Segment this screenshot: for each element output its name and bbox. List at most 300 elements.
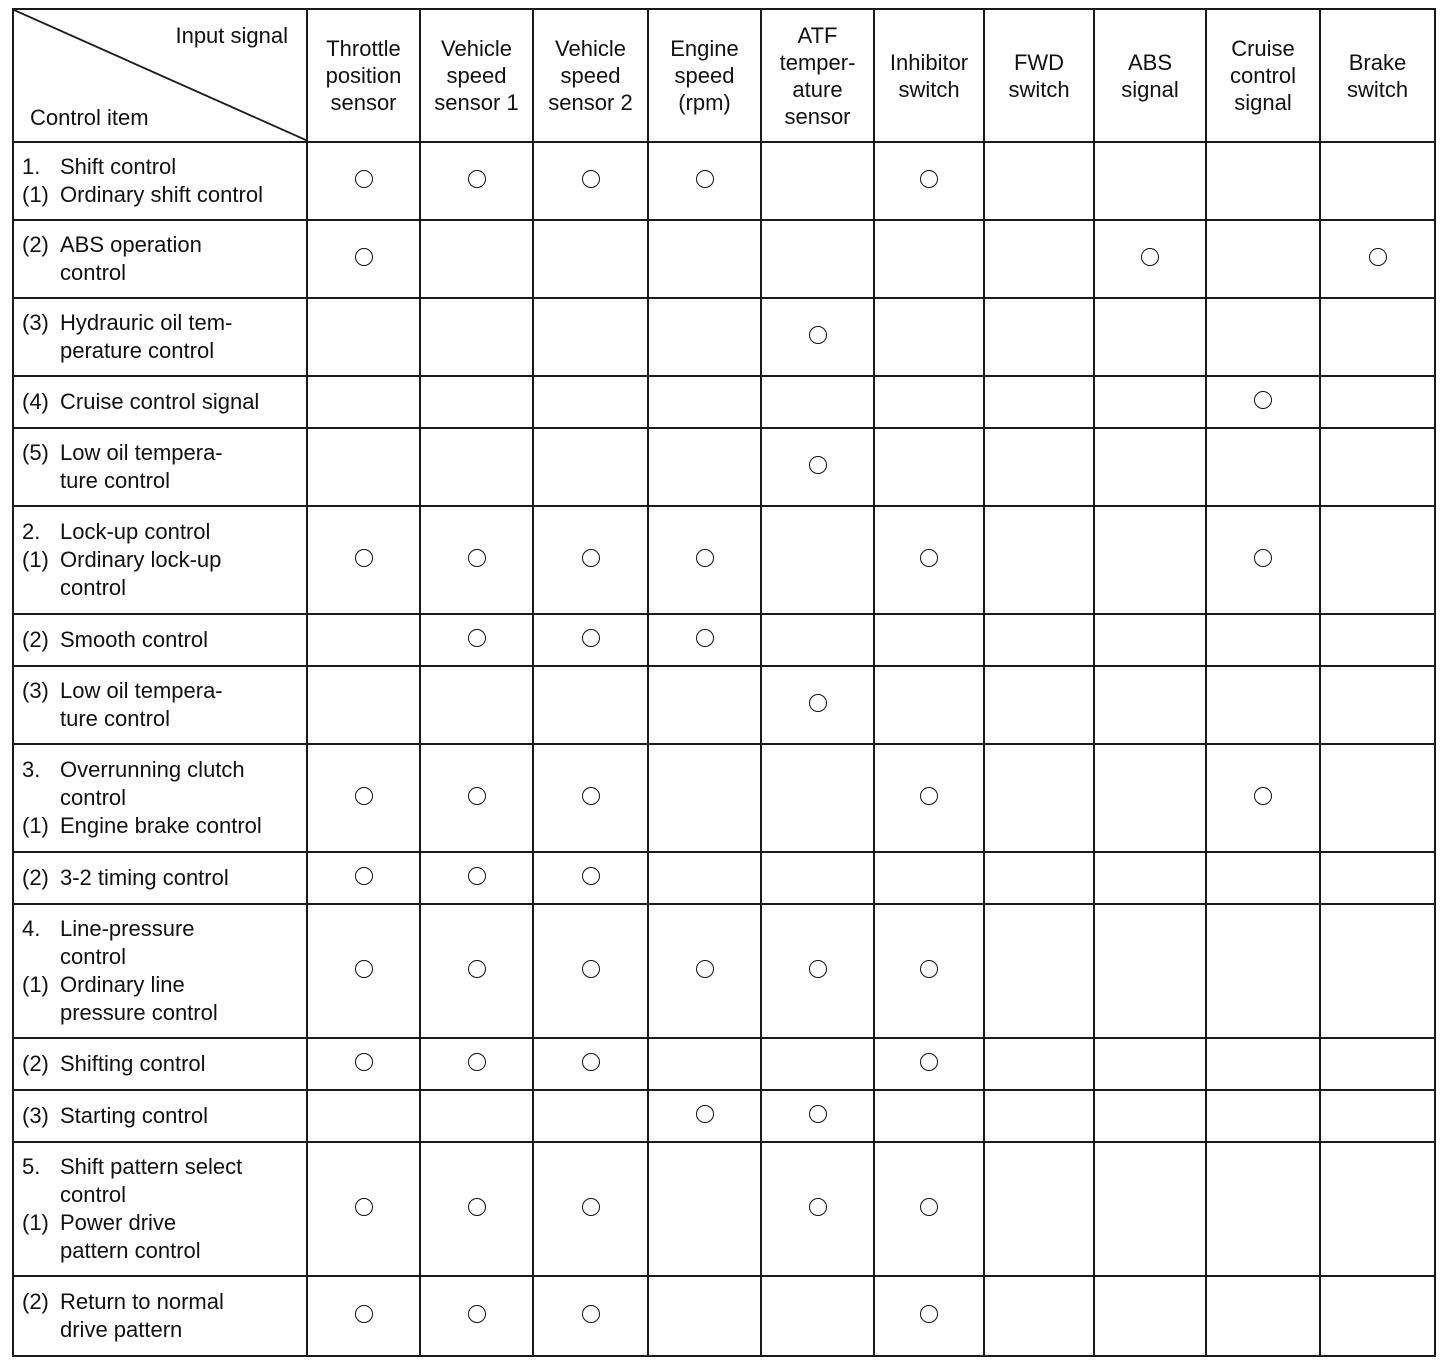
circle-mark-icon <box>355 960 373 978</box>
signal-cell <box>307 744 420 852</box>
signal-cell <box>984 298 1094 376</box>
item-number: 5. <box>22 1154 41 1179</box>
item-text: Low oil tempera- <box>60 440 223 465</box>
item-number <box>22 943 60 971</box>
signal-cell <box>984 1038 1094 1090</box>
signal-cell <box>1094 1276 1206 1356</box>
signal-cell <box>420 220 533 298</box>
table-row <box>13 666 1435 744</box>
item-number: (2) <box>22 1289 49 1314</box>
control-item-line <box>22 231 298 259</box>
signal-cell <box>984 1090 1094 1142</box>
signal-cell <box>1206 852 1320 904</box>
col-header-cruise-control-signal <box>1206 9 1320 142</box>
item-number: (1) <box>22 1210 49 1235</box>
signal-cell <box>1094 142 1206 220</box>
signal-cell <box>984 376 1094 428</box>
signal-cell <box>307 428 420 506</box>
item-text: Overrunning clutch <box>60 757 245 782</box>
signal-cell <box>1206 142 1320 220</box>
signal-cell <box>1320 298 1435 376</box>
col-header-inhibitor-switch <box>874 9 984 142</box>
signal-cell <box>761 298 874 376</box>
item-number: (5) <box>22 440 49 465</box>
signal-cell <box>420 1038 533 1090</box>
item-text: ture control <box>60 706 171 731</box>
col-header-label: Cruise control signal <box>1229 36 1297 115</box>
control-item-line <box>22 1153 298 1181</box>
item-number <box>22 784 60 812</box>
control-item-cell <box>13 1038 307 1090</box>
signal-cell <box>648 506 761 614</box>
signal-cell <box>533 744 648 852</box>
item-text: control <box>60 260 127 285</box>
control-item-line <box>22 309 298 337</box>
signal-cell <box>984 666 1094 744</box>
table-row <box>13 904 1435 1038</box>
signal-cell <box>1094 1090 1206 1142</box>
circle-mark-icon <box>1254 391 1272 409</box>
signal-cell <box>533 666 648 744</box>
circle-mark-icon <box>468 867 486 885</box>
item-number <box>22 467 60 495</box>
circle-mark-icon <box>582 549 600 567</box>
control-item-cell <box>13 666 307 744</box>
col-header-label: Brake switch <box>1346 49 1409 102</box>
signal-cell <box>984 852 1094 904</box>
control-item-line <box>22 574 298 602</box>
signal-cell <box>1094 220 1206 298</box>
signal-cell <box>307 142 420 220</box>
item-text: Shift pattern select <box>60 1154 243 1179</box>
control-item-line <box>22 943 298 971</box>
signal-cell <box>307 666 420 744</box>
signal-cell <box>1206 298 1320 376</box>
signal-cell <box>420 614 533 666</box>
control-item-cell <box>13 1090 307 1142</box>
item-number: 3. <box>22 757 41 782</box>
control-item-line <box>22 1209 298 1237</box>
control-item-line <box>22 864 298 892</box>
signal-cell <box>307 1090 420 1142</box>
signal-cell <box>1094 298 1206 376</box>
item-text: Ordinary shift control <box>60 182 263 207</box>
item-number: (4) <box>22 389 49 414</box>
signal-cell <box>984 1276 1094 1356</box>
signal-cell <box>420 1276 533 1356</box>
signal-cell <box>874 1090 984 1142</box>
signal-cell <box>761 904 874 1038</box>
table-row <box>13 506 1435 614</box>
circle-mark-icon <box>1369 248 1387 266</box>
col-header-label: FWD switch <box>1008 49 1070 102</box>
item-text: Lock-up control <box>60 519 211 544</box>
signal-cell <box>1094 428 1206 506</box>
signal-cell <box>420 428 533 506</box>
circle-mark-icon <box>468 1198 486 1216</box>
item-number: (3) <box>22 678 49 703</box>
signal-cell <box>1094 666 1206 744</box>
signal-cell <box>1206 428 1320 506</box>
circle-mark-icon <box>1254 787 1272 805</box>
item-text: Ordinary lock-up <box>60 547 222 572</box>
signal-cell <box>874 220 984 298</box>
control-item-line <box>22 756 298 784</box>
table-row <box>13 744 1435 852</box>
signal-cell <box>984 506 1094 614</box>
signal-cell <box>1206 1276 1320 1356</box>
control-item-cell <box>13 1142 307 1276</box>
item-text: Power drive <box>60 1210 177 1235</box>
signal-cell <box>648 220 761 298</box>
item-number: (2) <box>22 865 49 890</box>
signal-cell <box>307 220 420 298</box>
item-number <box>22 574 60 602</box>
signal-cell <box>533 1090 648 1142</box>
circle-mark-icon <box>920 549 938 567</box>
table-row <box>13 852 1435 904</box>
item-number <box>22 1181 60 1209</box>
circle-mark-icon <box>920 1053 938 1071</box>
col-header-brake-switch <box>1320 9 1435 142</box>
signal-cell <box>1320 852 1435 904</box>
table-row <box>13 220 1435 298</box>
matrix-body <box>13 142 1435 1356</box>
signal-cell <box>533 904 648 1038</box>
item-text: Starting control <box>60 1103 208 1128</box>
table-row <box>13 1276 1435 1356</box>
control-item-line <box>22 705 298 733</box>
signal-cell <box>1094 614 1206 666</box>
circle-mark-icon <box>809 1105 827 1123</box>
signal-cell <box>420 904 533 1038</box>
signal-cell <box>761 376 874 428</box>
circle-mark-icon <box>468 1053 486 1071</box>
signal-cell <box>648 1142 761 1276</box>
control-item-line <box>22 1316 298 1344</box>
signal-cell <box>420 1090 533 1142</box>
signal-cell <box>420 142 533 220</box>
circle-mark-icon <box>582 1053 600 1071</box>
item-number: (3) <box>22 1103 49 1128</box>
signal-cell <box>307 614 420 666</box>
signal-cell <box>984 220 1094 298</box>
circle-mark-icon <box>582 170 600 188</box>
table-row <box>13 142 1435 220</box>
item-text: Hydrauric oil tem- <box>60 310 233 335</box>
control-item-line <box>22 388 298 416</box>
col-header-throttle-position-sensor <box>307 9 420 142</box>
item-text: 3-2 timing control <box>60 865 229 890</box>
circle-mark-icon <box>582 1198 600 1216</box>
control-input-matrix <box>12 8 1436 1357</box>
item-text: control <box>60 1182 127 1207</box>
signal-cell <box>1206 744 1320 852</box>
circle-mark-icon <box>468 170 486 188</box>
table-row <box>13 614 1435 666</box>
circle-mark-icon <box>582 629 600 647</box>
signal-cell <box>533 1142 648 1276</box>
item-text: perature control <box>60 338 215 363</box>
signal-cell <box>533 852 648 904</box>
signal-cell <box>874 1276 984 1356</box>
signal-cell <box>307 1142 420 1276</box>
item-number <box>22 1316 60 1344</box>
signal-cell <box>1320 666 1435 744</box>
control-item-cell <box>13 1276 307 1356</box>
circle-mark-icon <box>468 960 486 978</box>
circle-mark-icon <box>355 170 373 188</box>
control-item-line <box>22 153 298 181</box>
item-text: Engine brake control <box>60 813 262 838</box>
signal-cell <box>984 1142 1094 1276</box>
circle-mark-icon <box>355 1053 373 1071</box>
circle-mark-icon <box>809 326 827 344</box>
signal-cell <box>1320 904 1435 1038</box>
signal-cell <box>1206 1142 1320 1276</box>
signal-cell <box>648 666 761 744</box>
control-item-line <box>22 337 298 365</box>
signal-cell <box>533 376 648 428</box>
signal-cell <box>1206 666 1320 744</box>
signal-cell <box>648 1276 761 1356</box>
col-header-fwd-switch <box>984 9 1094 142</box>
item-number: (2) <box>22 232 49 257</box>
col-header-vehicle-speed-sensor-2 <box>533 9 648 142</box>
signal-cell <box>761 1038 874 1090</box>
item-number: (1) <box>22 972 49 997</box>
control-item-cell <box>13 142 307 220</box>
control-item-line <box>22 626 298 654</box>
control-item-line <box>22 812 298 840</box>
item-number <box>22 1237 60 1265</box>
item-text: Ordinary line <box>60 972 185 997</box>
item-number: (2) <box>22 627 49 652</box>
circle-mark-icon <box>355 1305 373 1323</box>
circle-mark-icon <box>468 549 486 567</box>
item-text: Low oil tempera- <box>60 678 223 703</box>
signal-cell <box>761 744 874 852</box>
signal-cell <box>874 852 984 904</box>
signal-cell <box>1094 852 1206 904</box>
signal-cell <box>648 428 761 506</box>
signal-cell <box>307 506 420 614</box>
signal-cell <box>1320 220 1435 298</box>
table-row <box>13 1090 1435 1142</box>
item-text: drive pattern <box>60 1317 183 1342</box>
item-number: 2. <box>22 519 41 544</box>
table-row <box>13 376 1435 428</box>
circle-mark-icon <box>355 867 373 885</box>
control-item-line <box>22 259 298 287</box>
col-header-label: ABS signal <box>1121 49 1179 102</box>
signal-cell <box>420 852 533 904</box>
control-item-line <box>22 1237 298 1265</box>
signal-cell <box>874 376 984 428</box>
control-item-cell <box>13 298 307 376</box>
control-item-cell <box>13 428 307 506</box>
col-header-label: Inhibitor switch <box>889 49 969 102</box>
signal-cell <box>533 298 648 376</box>
signal-cell <box>1094 506 1206 614</box>
signal-cell <box>533 220 648 298</box>
signal-cell <box>874 904 984 1038</box>
signal-cell <box>761 142 874 220</box>
control-item-line <box>22 999 298 1027</box>
item-text: Smooth control <box>60 627 208 652</box>
signal-cell <box>1206 1038 1320 1090</box>
circle-mark-icon <box>468 1305 486 1323</box>
signal-cell <box>533 614 648 666</box>
signal-cell <box>1094 904 1206 1038</box>
signal-cell <box>1320 614 1435 666</box>
signal-cell <box>761 1276 874 1356</box>
signal-cell <box>984 142 1094 220</box>
signal-cell <box>874 142 984 220</box>
circle-mark-icon <box>920 1198 938 1216</box>
signal-cell <box>533 142 648 220</box>
col-header-atf-temperature-sensor <box>761 9 874 142</box>
circle-mark-icon <box>468 787 486 805</box>
col-header-abs-signal <box>1094 9 1206 142</box>
signal-cell <box>874 614 984 666</box>
signal-cell <box>1206 220 1320 298</box>
col-header-label: Vehicle speed sensor 2 <box>548 36 633 115</box>
signal-cell <box>874 506 984 614</box>
item-number <box>22 999 60 1027</box>
control-item-line <box>22 518 298 546</box>
signal-cell <box>1320 1276 1435 1356</box>
item-number: (1) <box>22 547 49 572</box>
item-number <box>22 259 60 287</box>
signal-cell <box>761 666 874 744</box>
signal-cell <box>420 666 533 744</box>
header-row <box>13 9 1435 142</box>
circle-mark-icon <box>809 1198 827 1216</box>
control-item-line <box>22 1288 298 1316</box>
signal-cell <box>420 376 533 428</box>
item-number: (2) <box>22 1051 49 1076</box>
signal-cell <box>1094 1142 1206 1276</box>
control-item-line <box>22 546 298 574</box>
signal-cell <box>1320 376 1435 428</box>
signal-cell <box>761 1142 874 1276</box>
signal-cell <box>533 506 648 614</box>
control-item-cell <box>13 376 307 428</box>
signal-cell <box>420 298 533 376</box>
control-item-cell <box>13 744 307 852</box>
control-item-line <box>22 1102 298 1130</box>
signal-cell <box>874 1038 984 1090</box>
signal-cell <box>1320 744 1435 852</box>
signal-cell <box>648 904 761 1038</box>
signal-cell <box>1206 614 1320 666</box>
item-text: ABS operation <box>60 232 202 257</box>
control-item-line <box>22 1050 298 1078</box>
circle-mark-icon <box>920 1305 938 1323</box>
circle-mark-icon <box>809 694 827 712</box>
signal-cell <box>1320 142 1435 220</box>
corner-header <box>14 10 306 141</box>
item-text: control <box>60 575 127 600</box>
signal-cell <box>1206 506 1320 614</box>
signal-cell <box>307 1276 420 1356</box>
signal-cell <box>648 1090 761 1142</box>
signal-cell <box>761 852 874 904</box>
control-item-line <box>22 677 298 705</box>
signal-cell <box>1206 376 1320 428</box>
signal-cell <box>307 852 420 904</box>
signal-cell <box>648 852 761 904</box>
signal-cell <box>1094 376 1206 428</box>
circle-mark-icon <box>920 787 938 805</box>
item-number: (1) <box>22 813 49 838</box>
signal-cell <box>761 614 874 666</box>
circle-mark-icon <box>468 629 486 647</box>
signal-cell <box>648 142 761 220</box>
signal-cell <box>648 376 761 428</box>
control-item-cell <box>13 220 307 298</box>
signal-cell <box>984 428 1094 506</box>
item-text: Shift control <box>60 154 177 179</box>
col-header-label: Engine speed (rpm) <box>670 36 739 115</box>
signal-cell <box>874 666 984 744</box>
signal-cell <box>307 904 420 1038</box>
signal-cell <box>1206 1090 1320 1142</box>
circle-mark-icon <box>355 1198 373 1216</box>
circle-mark-icon <box>696 170 714 188</box>
signal-cell <box>874 1142 984 1276</box>
circle-mark-icon <box>582 960 600 978</box>
circle-mark-icon <box>355 787 373 805</box>
signal-cell <box>1320 1038 1435 1090</box>
circle-mark-icon <box>582 1305 600 1323</box>
control-item-line <box>22 1181 298 1209</box>
circle-mark-icon <box>696 1105 714 1123</box>
signal-cell <box>307 298 420 376</box>
control-item-line <box>22 439 298 467</box>
signal-cell <box>648 298 761 376</box>
signal-cell <box>761 428 874 506</box>
signal-cell <box>533 1276 648 1356</box>
control-item-line <box>22 784 298 812</box>
control-item-line <box>22 915 298 943</box>
item-number: 1. <box>22 154 41 179</box>
table-row <box>13 1142 1435 1276</box>
col-header-label: ATF temper- ature sensor <box>779 22 856 129</box>
signal-cell <box>761 506 874 614</box>
signal-cell <box>874 298 984 376</box>
control-item-line <box>22 181 298 209</box>
circle-mark-icon <box>582 787 600 805</box>
signal-cell <box>420 744 533 852</box>
item-number <box>22 337 60 365</box>
signal-cell <box>984 614 1094 666</box>
control-item-label: Control item <box>30 105 149 130</box>
circle-mark-icon <box>696 549 714 567</box>
item-text: Shifting control <box>60 1051 206 1076</box>
item-number: 4. <box>22 916 41 941</box>
signal-cell <box>1094 1038 1206 1090</box>
table-row <box>13 428 1435 506</box>
circle-mark-icon <box>696 629 714 647</box>
col-header-label: Vehicle speed sensor 1 <box>434 36 519 115</box>
circle-mark-icon <box>1254 549 1272 567</box>
control-item-line <box>22 467 298 495</box>
circle-mark-icon <box>355 248 373 266</box>
control-item-cell <box>13 506 307 614</box>
input-signal-label: Input signal <box>175 23 288 48</box>
